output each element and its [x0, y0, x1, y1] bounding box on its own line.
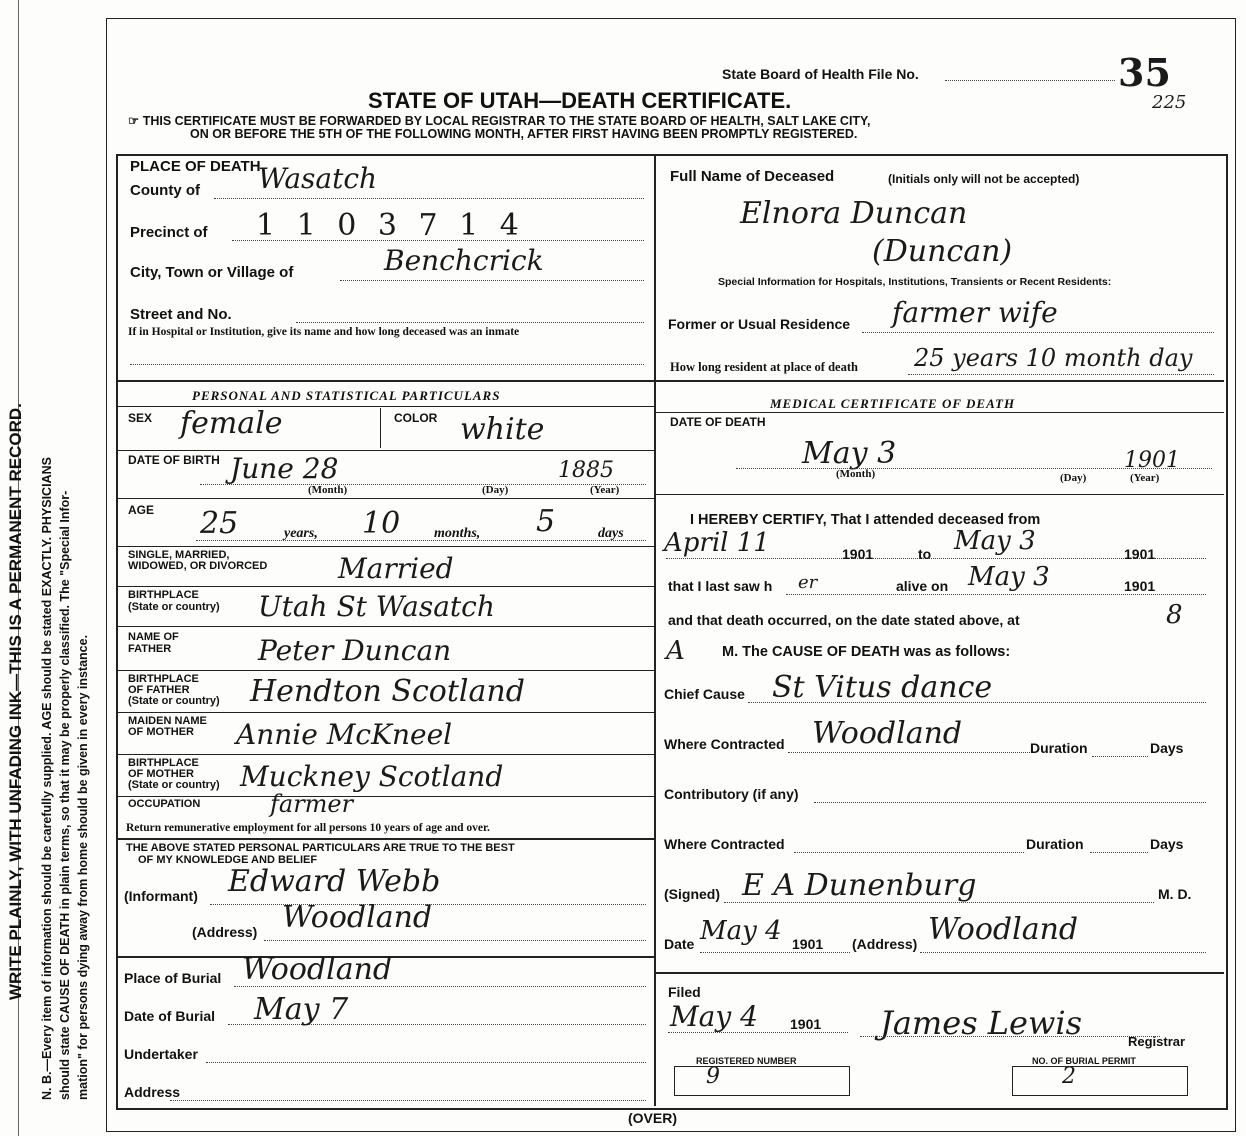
certify-line-1: I HEREBY CERTIFY, That I attended deceased from: [690, 512, 1041, 528]
attended-from-value: April 11: [664, 528, 770, 558]
city-line: [340, 280, 644, 281]
contributory-label: Contributory (if any): [664, 786, 799, 802]
burial-date-label: Date of Burial: [124, 1008, 216, 1024]
age-label: AGE: [128, 503, 155, 517]
margin-note-1: N. B.—Every item of information should be carefully supplied. AGE should be stated EXACTLY. PHYSICIANS: [40, 457, 54, 1100]
sex-row-rule: [116, 450, 654, 451]
residence-label: Former or Usual Residence: [668, 316, 851, 332]
age-line: [196, 540, 646, 541]
duration-2-line: [1090, 852, 1148, 853]
hospital-note: If in Hospital or Institution, give its name and how long deceased was an inmate: [128, 326, 520, 338]
filed-year: 1901: [790, 1016, 822, 1032]
where-contracted-line: [788, 752, 1030, 753]
registrar-label: Registrar: [1128, 1034, 1186, 1049]
md-label: M. D.: [1158, 886, 1192, 902]
age-months-value: 10: [362, 506, 401, 541]
attended-to-value: May 3: [954, 526, 1036, 556]
burial-date-value: May 7: [254, 992, 349, 1027]
deceased-name-note: (Initials only will not be accepted): [888, 172, 1080, 186]
filed-date-value: May 4: [670, 1000, 758, 1033]
reg-number-label: REGISTERED NUMBER: [696, 1056, 797, 1066]
occupation-note: Return remunerative employment for all persons 10 years of age and over.: [126, 822, 490, 834]
dob-year: 1885: [558, 458, 614, 483]
undertaker-address-line: [170, 1100, 646, 1101]
father-birthplace-label-2: OF FATHER: [128, 684, 190, 696]
where-contracted-value: Woodland: [812, 716, 963, 751]
dob-label: DATE OF BIRTH: [128, 453, 220, 467]
sex-value: female: [180, 406, 283, 441]
center-divider: [654, 154, 656, 1106]
burial-place-label: Place of Burial: [124, 970, 222, 986]
burial-permit-label: NO. OF BURIAL PERMIT: [1032, 1056, 1136, 1066]
physician-signature: E A Dunenburg: [742, 868, 977, 903]
cert-date-year: 1901: [792, 936, 824, 952]
residence-line: [862, 332, 1214, 333]
occupation-label: OCCUPATION: [128, 798, 201, 810]
mother-label-1: MAIDEN NAME: [128, 715, 207, 727]
last-saw-a: that I last saw h: [668, 578, 773, 594]
informant-address-line: [264, 940, 646, 941]
last-saw-b: alive on: [896, 578, 949, 594]
county-label: County of: [130, 182, 200, 199]
age-row-rule: [116, 546, 654, 547]
death-time-ampm: A: [666, 636, 685, 666]
margin-note-2: should state CAUSE OF DEATH in plain terms, so that it may be properly classified. The "Special Infor-: [58, 490, 72, 1100]
chief-cause-label: Chief Cause: [664, 686, 745, 702]
county-line: [214, 198, 644, 199]
street-label: Street and No.: [130, 306, 232, 323]
informant-address-value: Woodland: [282, 900, 433, 935]
father-bp-row-rule: [116, 712, 654, 713]
reg-number-value: 9: [706, 1064, 720, 1089]
birthplace-value: Utah St Wasatch: [258, 590, 495, 623]
cert-date-value: May 4: [700, 916, 782, 946]
father-label-1: NAME OF: [128, 631, 179, 643]
city-value: Benchcrick: [384, 244, 544, 277]
resident-length-line: [908, 374, 1214, 375]
father-row-rule: [116, 670, 654, 671]
color-value: white: [460, 412, 545, 447]
mother-row-rule: [116, 754, 654, 755]
where-contracted-label: Where Contracted: [664, 736, 785, 752]
mother-value: Annie McKneel: [236, 718, 453, 751]
death-month-caption: (Month): [836, 468, 876, 480]
cert-date-label: Date: [664, 936, 695, 952]
father-label-2: FATHER: [128, 643, 172, 655]
filed-label: Filed: [668, 984, 701, 1000]
dob-day-caption: (Day): [482, 484, 509, 496]
occupation-value: farmer: [270, 790, 354, 818]
true-statement-2: OF MY KNOWLEDGE AND BELIEF: [138, 854, 318, 866]
death-date-value: May 3: [802, 436, 897, 471]
last-saw-date: May 3: [968, 562, 1050, 592]
days-2-label: Days: [1150, 836, 1184, 852]
age-years-word: years,: [284, 526, 318, 541]
residence-value: farmer wife: [892, 296, 1058, 329]
undertaker-address-label: Address: [124, 1084, 181, 1100]
cert-address-line: [920, 952, 1206, 953]
informant-value: Edward Webb: [228, 864, 441, 899]
informant-address-label: (Address): [192, 924, 258, 940]
last-saw-pronoun: er: [798, 572, 818, 593]
marital-label-2: WIDOWED, OR DIVORCED: [128, 560, 268, 572]
birthplace-label-2: (State or country): [128, 601, 220, 613]
duration-label: Duration: [1030, 740, 1088, 756]
file-no-sub: 225: [1152, 92, 1187, 113]
mother-birthplace-label-1: BIRTHPLACE: [128, 757, 199, 769]
color-label: COLOR: [394, 411, 438, 425]
registrar-line: [860, 1036, 1160, 1037]
attended-to-word: to: [918, 546, 932, 562]
burial-permit-value: 2: [1062, 1064, 1076, 1089]
reg-number-box: [674, 1066, 850, 1096]
last-saw-line: [786, 594, 1206, 595]
death-day-caption: (Day): [1060, 472, 1087, 484]
resident-length-label: How long resident at place of death: [670, 360, 858, 374]
age-months-word: months,: [434, 526, 481, 541]
mother-birthplace-label-2: OF MOTHER: [128, 768, 194, 780]
attended-from-year: 1901: [842, 546, 874, 562]
marital-label-1: SINGLE, MARRIED,: [128, 549, 230, 561]
death-date-rule: [654, 494, 1224, 495]
personal-section-title: PERSONAL AND STATISTICAL PARTICULARS: [192, 388, 501, 403]
resident-length-value: 25 years 10 month day: [914, 344, 1193, 372]
contributory-line: [814, 802, 1206, 803]
deceased-name-value: Elnora Duncan: [740, 196, 968, 231]
father-birthplace-label-3: (State or country): [128, 695, 220, 707]
cause-intro: M. The CAUSE OF DEATH was as follows:: [722, 644, 1011, 660]
marital-value: Married: [338, 552, 454, 585]
age-days-word: days: [598, 526, 624, 541]
birthplace-row-rule: [116, 626, 654, 627]
deceased-name-label: Full Name of Deceased: [670, 168, 835, 185]
cert-address-value: Woodland: [928, 912, 1079, 947]
dob-month: June 28: [230, 452, 339, 485]
dob-year-caption: (Year): [590, 484, 620, 496]
over-label: (OVER): [628, 1110, 677, 1126]
where-contracted-2-label: Where Contracted: [664, 836, 785, 852]
top-section-divider: [116, 380, 1224, 382]
sex-label: SEX: [128, 411, 153, 425]
file-no-label: State Board of Health File No.: [722, 66, 919, 82]
mother-birthplace-label-3: (State or country): [128, 779, 220, 791]
county-value: Wasatch: [258, 162, 378, 195]
birthplace-label-1: BIRTHPLACE: [128, 589, 199, 601]
instruction-line-1: ☞ THIS CERTIFICATE MUST BE FORWARDED BY LOCAL REGISTRAR TO THE STATE BOARD OF HEALTH, SALT LAKE CITY,: [128, 114, 871, 128]
margin-note-3: mation" for persons dying away from home should be given in every instance.: [76, 634, 90, 1100]
burial-place-value: Woodland: [242, 952, 393, 987]
instruction-text-1: THIS CERTIFICATE MUST BE FORWARDED BY LOCAL REGISTRAR TO THE STATE BOARD OF HEALTH, SALT LAKE CITY,: [142, 114, 871, 128]
file-no-value: 35: [1118, 50, 1171, 95]
mother-bp-row-rule: [116, 796, 654, 797]
instruction-line-2: ON OR BEFORE THE 5TH OF THE FOLLOWING MONTH, AFTER FIRST HAVING BEEN PROMPTLY REGISTERED.: [190, 127, 858, 141]
attended-to-year: 1901: [1124, 546, 1156, 562]
city-label: City, Town or Village of: [130, 264, 294, 281]
chief-cause-value: St Vitus dance: [772, 670, 993, 705]
occupation-row-rule: [116, 838, 654, 840]
days-label: Days: [1150, 740, 1184, 756]
dob-row-rule: [116, 498, 654, 499]
place-of-death-label: PLACE OF DEATH: [130, 158, 261, 175]
occurred-line: and that death occurred, on the date stated above, at: [668, 612, 1020, 628]
true-statement-1: THE ABOVE STATED PERSONAL PARTICULARS ARE TRUE TO THE BEST: [126, 842, 515, 854]
registrar-signature: James Lewis: [880, 1004, 1083, 1042]
age-days-value: 5: [536, 504, 556, 539]
margin-permanent-record: WRITE PLAINLY, WITH UNFADING INK—THIS IS A PERMANENT RECORD.: [6, 403, 25, 1000]
medical-bottom-rule: [654, 972, 1224, 974]
mother-label-2: OF MOTHER: [128, 726, 194, 738]
duration-line: [1092, 756, 1148, 757]
street-line: [296, 322, 644, 323]
special-info-label: Special Information for Hospitals, Institutions, Transients or Recent Residents:: [718, 276, 1112, 288]
sex-color-divider: [380, 408, 381, 448]
file-no-line: [945, 80, 1115, 81]
death-date-label: DATE OF DEATH: [670, 415, 766, 429]
burial-permit-box: [1012, 1066, 1188, 1096]
mother-birthplace-value: Muckney Scotland: [240, 760, 504, 793]
medical-section-title: MEDICAL CERTIFICATE OF DEATH: [770, 396, 1016, 411]
medical-title-rule: [654, 412, 1224, 413]
filed-line: [668, 1032, 848, 1033]
last-saw-year: 1901: [1124, 578, 1156, 594]
informant-label: (Informant): [124, 888, 198, 904]
deceased-maiden-value: (Duncan): [872, 234, 1013, 269]
marital-row-rule: [116, 586, 654, 587]
signed-label: (Signed): [664, 886, 720, 902]
hospital-line: [130, 364, 644, 365]
dob-month-caption: (Month): [308, 484, 348, 496]
where-contracted-2-line: [794, 852, 1024, 853]
death-year-caption: (Year): [1130, 472, 1160, 484]
father-value: Peter Duncan: [258, 634, 452, 667]
age-years-value: 25: [200, 506, 239, 541]
cert-address-label: (Address): [852, 936, 918, 952]
undertaker-line: [206, 1062, 646, 1063]
duration-2-label: Duration: [1026, 836, 1084, 852]
death-date-year: 1901: [1124, 448, 1180, 473]
occurred-hour: 8: [1166, 600, 1183, 630]
undertaker-label: Undertaker: [124, 1046, 198, 1062]
death-date-line: [736, 468, 1212, 469]
precinct-value: 1 1 0 3 7 1 4: [256, 208, 525, 243]
cert-date-line: [700, 952, 850, 953]
certificate-title: STATE OF UTAH—DEATH CERTIFICATE.: [368, 88, 792, 113]
precinct-label: Precinct of: [130, 224, 208, 241]
father-birthplace-value: Hendton Scotland: [250, 674, 525, 709]
father-birthplace-label-1: BIRTHPLACE: [128, 673, 199, 685]
